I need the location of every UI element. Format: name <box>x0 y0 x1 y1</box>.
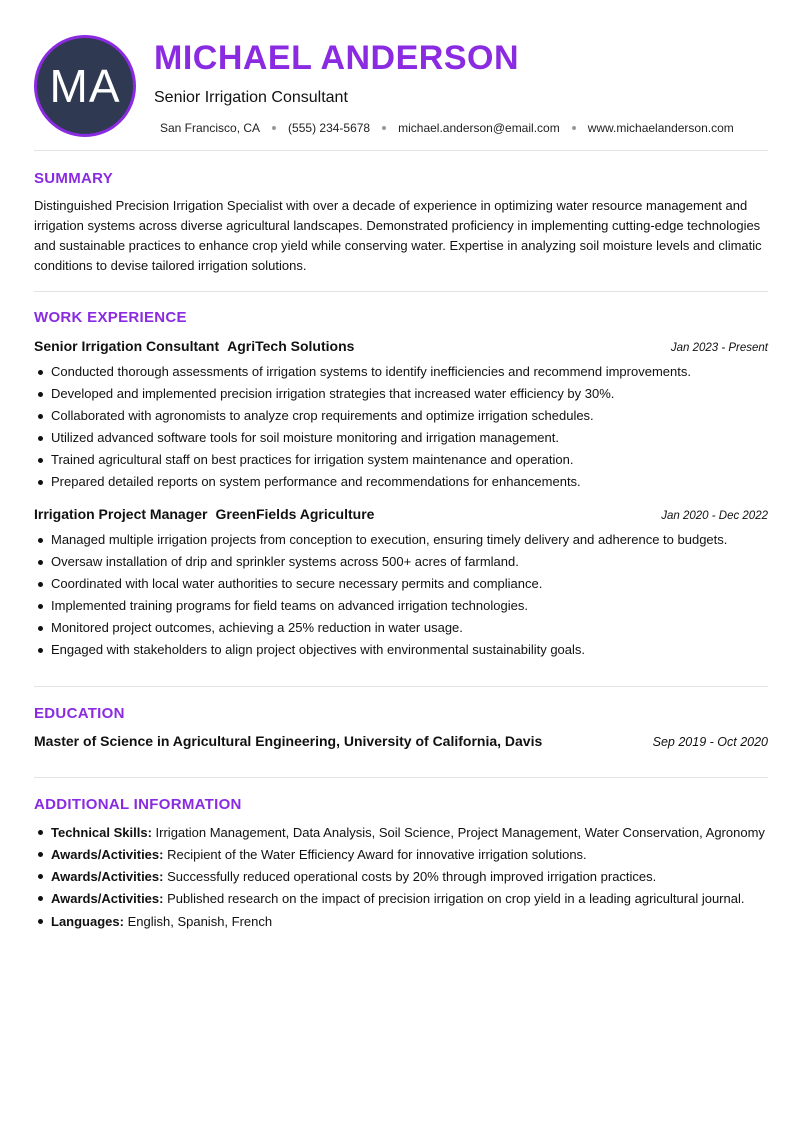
info-label: Technical Skills: <box>51 825 152 840</box>
list-item: Prepared detailed reports on system performance and recommendations for enhancements. <box>34 474 774 490</box>
job-bullets <box>34 364 774 496</box>
list-item: Collaborated with agronomists to analyze crop requirements and optimize irrigation schedules. <box>34 408 774 424</box>
list-item: Coordinated with local water authorities to secure necessary permits and compliance. <box>34 576 774 592</box>
info-label: Languages: <box>51 914 124 929</box>
avatar <box>34 35 136 137</box>
separator-dot <box>382 126 386 130</box>
contact-phone[interactable]: (555) 234-5678 <box>288 121 371 135</box>
divider <box>34 291 768 292</box>
list-item <box>34 823 774 842</box>
divider <box>34 686 768 687</box>
additional-info-heading: ADDITIONAL INFORMATION <box>34 796 242 813</box>
info-label: Awards/Activities: <box>51 891 164 906</box>
separator-dot <box>572 126 576 130</box>
job-company: GreenFields Agriculture <box>215 506 375 522</box>
info-label: Awards/Activities: <box>51 847 164 862</box>
info-text: Recipient of the Water Efficiency Award for innovative irrigation solutions. <box>163 847 587 862</box>
contact-email[interactable]: michael.anderson@email.com <box>398 121 560 135</box>
info-text: English, Spanish, French <box>123 914 273 929</box>
job-bullets <box>34 532 774 664</box>
candidate-title: Senior Irrigation Consultant <box>154 89 348 106</box>
info-label: Awards/Activities: <box>51 869 164 884</box>
education-entry <box>34 733 768 749</box>
list-item <box>34 912 774 931</box>
candidate-name: MICHAEL ANDERSON <box>154 39 520 77</box>
list-item <box>34 889 774 908</box>
list-item: Trained agricultural staff on best practices for irrigation system maintenance and operation. <box>34 452 774 468</box>
education-degree: Master of Science in Agricultural Engineering, University of California, Davis <box>34 733 543 749</box>
divider <box>34 150 768 151</box>
list-item: Engaged with stakeholders to align project objectives with environmental sustainability goals. <box>34 642 774 658</box>
education-heading: EDUCATION <box>34 705 125 722</box>
avatar-initials: MA <box>49 60 121 112</box>
separator-dot <box>272 126 276 130</box>
summary-heading: SUMMARY <box>34 170 114 187</box>
job-dates: Jan 2020 - Dec 2022 <box>661 510 768 522</box>
job-role: Senior Irrigation Consultant <box>34 338 220 354</box>
resume-header <box>34 35 768 139</box>
summary-text: Distinguished Precision Irrigation Specialist with over a decade of experience in optimizing water resource management and irrigation systems across diverse agricultural landscapes. Demonstrated proficiency in implementing cutting-edge technologies and sustainable practices to enhance crop yield while conserving water. Expertise in analyzing soil moisture levels and climatic conditions to devise tailored irrigation solutions. <box>34 198 762 273</box>
list-item: Implemented training programs for field teams on advanced irrigation technologies. <box>34 598 774 614</box>
contact-info <box>160 121 734 135</box>
list-item: Oversaw installation of drip and sprinkler systems across 500+ acres of farmland. <box>34 554 774 570</box>
work-experience-heading: WORK EXPERIENCE <box>34 309 187 326</box>
list-item: Utilized advanced software tools for soil moisture monitoring and irrigation management. <box>34 430 774 446</box>
info-text: Published research on the impact of precision irrigation on crop yield in a leading agricultural journal. <box>163 891 745 906</box>
additional-info-list <box>34 823 774 934</box>
education-dates: Sep 2019 - Oct 2020 <box>652 735 768 749</box>
list-item: Conducted thorough assessments of irrigation systems to identify inefficiencies and recommend improvements. <box>34 364 774 380</box>
contact-website[interactable]: www.michaelanderson.com <box>587 121 734 135</box>
divider <box>34 777 768 778</box>
job-role: Irrigation Project Manager <box>34 506 208 522</box>
list-item: Managed multiple irrigation projects from conception to execution, ensuring timely delivery and adherence to budgets. <box>34 532 774 548</box>
contact-location: San Francisco, CA <box>160 121 261 135</box>
job-dates: Jan 2023 - Present <box>670 342 768 354</box>
info-text: Successfully reduced operational costs by 20% through improved irrigation practices. <box>163 869 657 884</box>
list-item <box>34 845 774 864</box>
job-header <box>34 338 768 356</box>
job-header <box>34 506 768 524</box>
info-text: Irrigation Management, Data Analysis, Soil Science, Project Management, Water Conservation, Agronomy <box>151 825 765 840</box>
job-company: AgriTech Solutions <box>227 338 355 354</box>
list-item: Monitored project outcomes, achieving a 25% reduction in water usage. <box>34 620 774 636</box>
list-item <box>34 867 774 886</box>
list-item: Developed and implemented precision irrigation strategies that increased water efficiency by 30%. <box>34 386 774 402</box>
